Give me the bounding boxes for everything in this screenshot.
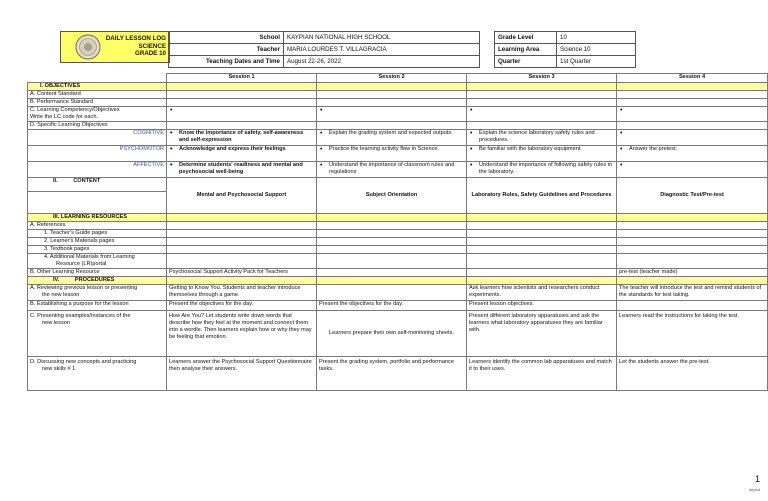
- footer-tag: deped: [748, 487, 760, 492]
- procedure-c-s2: Learners prepare their own self-monitoring sheets.: [317, 311, 467, 357]
- procedure-c-label: C. Presenting examples/Instances of the: [30, 313, 131, 319]
- lc-code-note: Write the LC code for each.: [30, 114, 98, 120]
- procedure-b-s3: Present lesson objectives.: [467, 301, 617, 311]
- page-number: 1: [754, 474, 760, 484]
- lr-portal-label: Resource (LR)portal: [56, 261, 107, 267]
- doc-subject: SCIENCE: [138, 42, 166, 50]
- content-heading: II. CONTENT: [28, 178, 167, 192]
- session-1-header: Session 1: [167, 74, 317, 83]
- content-topic-s4: Diagnostic Test/Pre-test: [617, 192, 768, 214]
- procedure-c-s1: How Are You? Let students write down words that describe how they feel at the moment and connect them into a wordle. Then learners explain how or why they may be feeling that emotion.: [167, 311, 317, 357]
- cognitive-s3: • Explain the science laboratory safety rules and procedures.: [467, 130, 617, 146]
- session-3-header: Session 3: [467, 74, 617, 83]
- cognitive-s1: • Know the importance of safety, self-awareness and self-expression: [167, 130, 317, 146]
- other-resource-s2: [317, 269, 467, 277]
- procedure-a-label-2: the new lesson: [42, 292, 80, 298]
- specific-objectives-label: D. Specific Learning Objectives: [28, 122, 167, 130]
- procedure-d-s1: Learners answer the Psychosocial Support Questionnaire then analyse their answers.: [167, 357, 317, 391]
- doc-title: DAILY LESSON LOG: [105, 35, 166, 42]
- procedure-a-label: A. Reviewing previous lesson or presenting: [30, 285, 138, 291]
- additional-materials-label: 4. Additional Materials from Learning: [44, 254, 135, 260]
- procedure-c-s3: Present different laboratory apparatuses and ask the learners what laboratory apparatuses they are familiar with.: [467, 311, 617, 357]
- title-box: [60, 31, 170, 63]
- psychomotor-s4: • Answer the pretest.: [617, 146, 768, 162]
- procedure-b-s4: [617, 301, 768, 311]
- other-resource-s1: Psychosocial Support Activity Pack for Teachers: [167, 269, 317, 277]
- grade-label: Grade Level: [495, 32, 557, 44]
- quarter-value: 1st Quarter: [557, 56, 636, 68]
- references-label: A. References: [28, 222, 167, 230]
- procedure-d-s4: Let the students answer the pre-test.: [617, 357, 768, 391]
- procedure-d-label-2: new skills # 1: [42, 366, 76, 372]
- textbook-pages-label: 3. Textbook pages: [28, 246, 167, 254]
- content-topic-s1: Mental and Psychosocial Support: [167, 192, 317, 214]
- psychomotor-s2: • Practice the learning activity flow in Science.: [317, 146, 467, 162]
- content-topic-s3: Laboratory Rules, Safety Guidelines and Procedures: [467, 192, 617, 214]
- psychomotor-s3: • Be familiar with the laboratory equipment.: [467, 146, 617, 162]
- affective-s1: • Determine students' readiness and mental and psychosocial well-being: [167, 162, 317, 178]
- affective-s4: [617, 162, 768, 178]
- affective-label: AFFECTIVE: [28, 162, 167, 178]
- teacher-value: MARIA LOURDES T. VILLAGRACIA: [284, 44, 480, 56]
- doc-grade: GRADE 10: [135, 50, 166, 57]
- procedure-d-label: D. Discussing new concepts and practicing: [30, 359, 137, 365]
- procedure-a-s3: Ask learners how scientists and researchers conduct experiments.: [467, 285, 617, 301]
- procedure-c-s4: Learners read the instructions for taking the test.: [617, 311, 768, 357]
- teacher-label: Teacher: [169, 44, 284, 56]
- procedure-b-label: B. Establishing a purpose for the lesson: [28, 301, 167, 311]
- procedures-heading: IV. PROCEDURES: [28, 277, 167, 285]
- session-2-header: Session 2: [317, 74, 467, 83]
- school-label: School: [169, 32, 284, 44]
- header-info-left: [168, 31, 480, 68]
- procedure-d-s2: Present the grading system, portfolio and performance tasks.: [317, 357, 467, 391]
- procedure-a-s2: [317, 285, 467, 301]
- quarter-label: Quarter: [495, 56, 557, 68]
- content-topic-s2: Subject Orientation: [317, 192, 467, 214]
- affective-s2: • Understand the importance of classroom rules and regulations: [317, 162, 467, 178]
- other-resource-s4: pre-test (teacher made): [617, 269, 768, 277]
- lesson-log-table: [27, 73, 768, 391]
- procedure-b-s2: Present the objectives for the day.: [317, 301, 467, 311]
- content-standard-label: A. Content Standard: [28, 91, 167, 99]
- cognitive-s2: • Explain the grading system and expected outputs.: [317, 130, 467, 146]
- procedure-a-s4: The teacher will introduce the test and remind students of the standards for test taking.: [617, 285, 768, 301]
- procedure-c-label-2: new lesson: [42, 320, 70, 326]
- other-resource-label: B. Other Learning Resource: [28, 269, 167, 277]
- cognitive-label: COGNITIVE: [28, 130, 167, 146]
- tg-pages-label: 1. Teacher's Guide pages: [28, 230, 167, 238]
- school-value: KAYPIAN NATIONAL HIGH SCHOOL: [284, 32, 480, 44]
- dates-label: Teaching Dates and Time: [169, 56, 284, 68]
- psychomotor-s1: • Acknowledge and express their feelings: [167, 146, 317, 162]
- performance-standard-label: B. Performance Standard: [28, 99, 167, 107]
- learning-competency-label: C. Learning Competency/Objectives: [30, 107, 120, 113]
- procedure-b-s1: Present the objectives for the day.: [167, 301, 317, 311]
- session-4-header: Session 4: [617, 74, 768, 83]
- area-label: Learning Area: [495, 44, 557, 56]
- resources-heading: III. LEARNING RESOURCES: [28, 214, 167, 222]
- lm-pages-label: 2. Learner's Materials pages: [28, 238, 167, 246]
- header-info-right: [494, 31, 636, 68]
- objectives-heading: I. OBJECTIVES: [28, 83, 167, 91]
- area-value: Science 10: [557, 44, 636, 56]
- deped-seal-icon: [75, 34, 101, 60]
- procedure-d-s3: Learners identify the common lab apparatuses and match it to their uses.: [467, 357, 617, 391]
- other-resource-s3: [467, 269, 617, 277]
- dates-value: August 22-26, 2022: [284, 56, 480, 68]
- procedure-a-s1: Getting to Know You. Students and teacher introduce themselves through a game.: [167, 285, 317, 301]
- affective-s3: • Understand the importance of following safety rules in the laboratory.: [467, 162, 617, 178]
- psychomotor-label: PSYCHOMOTOR: [28, 146, 167, 162]
- cognitive-s4: [617, 130, 768, 146]
- grade-value: 10: [557, 32, 636, 44]
